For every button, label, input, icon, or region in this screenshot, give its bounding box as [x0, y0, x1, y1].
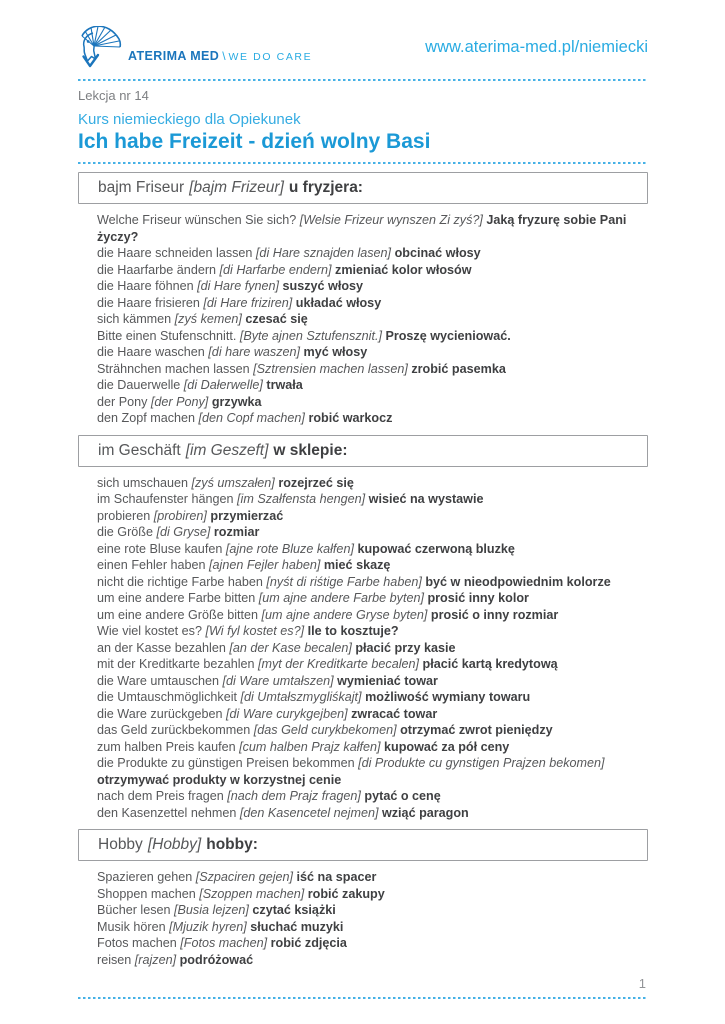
polish-text: płacić przy kasie [355, 640, 456, 655]
german-text: Wie viel kostet es? [97, 624, 202, 638]
polish-text: otrzymywać produkty w korzystnej cenie [97, 772, 342, 787]
polish-text: robić zdjęcia [270, 936, 347, 950]
phonetic-text: [myt der Kreditkarte becalen] [254, 657, 423, 671]
german-text: den Zopf machen [97, 411, 196, 425]
vocab-entry [97, 935, 648, 952]
phonetic-text: [Sztrensien machen lassen] [249, 361, 412, 376]
german-text: mit der Kreditkarte bezahlen [97, 657, 255, 671]
phonetic-text: [an der Kase becalen] [225, 640, 356, 655]
polish-text: układać włosy [295, 295, 382, 310]
polish-text: być w nieodpowiednim kolorze [425, 574, 611, 589]
german-text: probieren [97, 508, 151, 523]
vocab-entry [97, 590, 648, 607]
vocab-entry [97, 541, 648, 558]
polish-text: czesać się [245, 312, 308, 326]
vocab-entry [97, 361, 648, 378]
vocab-entry [97, 311, 648, 328]
polish-text: iść na spacer [296, 870, 377, 884]
polish-text: wymieniać towar [337, 673, 438, 688]
phonetic-text: [Szpaciren gejen] [192, 870, 297, 884]
phonetic-text: [di Umtałszmygliśkajt] [237, 690, 366, 704]
phonetic-text: [Szoppen machen] [195, 886, 308, 901]
vocab-entry [97, 410, 648, 427]
phonetic-text: [Mjuzik hyren] [165, 919, 251, 934]
german-text: reisen [97, 952, 132, 967]
vocab-entry [97, 607, 648, 624]
phonetic-text: [der Pony] [147, 394, 212, 409]
page-header [78, 0, 648, 68]
vocab-entry [97, 262, 648, 279]
section-heading-box [78, 172, 648, 204]
vocab-entry [97, 524, 648, 541]
vocab-entry [97, 574, 648, 591]
aterima-logo [78, 26, 312, 68]
vocab-entry [97, 952, 648, 969]
vocab-entry [97, 394, 648, 411]
german-text: Bücher lesen [97, 903, 171, 917]
phonetic-text: [zyś umszałen] [188, 475, 279, 490]
polish-text: grzywka [211, 394, 262, 409]
phonetic-text: [zyś kemen] [171, 312, 246, 326]
phonetic-text: [di Produkte cu gynstigen Prajzen bekomen] [354, 756, 605, 770]
polish-text: pytać o cenę [364, 789, 441, 803]
vocab-list [78, 869, 648, 968]
brand-tagline: WE DO CARE [228, 51, 313, 63]
phonetic-text: [di Hare friziren] [199, 295, 296, 310]
heading-phonetic: [Hobby] [147, 836, 202, 853]
polish-text: przymierzać [210, 508, 284, 523]
german-text: im Schaufenster hängen [97, 492, 234, 506]
polish-text: możliwość wymiany towaru [365, 690, 531, 704]
polish-text: podróżować [179, 952, 254, 967]
vocab-entry [97, 491, 648, 508]
german-text: die Haare föhnen [97, 279, 194, 293]
phonetic-text: [nyśt di riśtige Farbe haben] [262, 574, 426, 589]
phonetic-text: [cum halben Prajz kałfen] [235, 739, 385, 754]
phonetic-text: [den Copf machen] [195, 411, 309, 425]
vocab-entry [97, 722, 648, 739]
vocab-entry [97, 245, 648, 262]
polish-text: kupować za pół ceny [384, 739, 510, 754]
vocab-entry [97, 706, 648, 723]
german-text: der Pony [97, 394, 148, 409]
german-text: einen Fehler haben [97, 558, 206, 572]
section-heading-box [78, 829, 648, 861]
phonetic-text: [im Szałfensta hengen] [233, 492, 369, 506]
vocab-list [78, 475, 648, 822]
polish-text: obcinać włosy [394, 246, 481, 260]
brand-separator: \ [222, 49, 226, 63]
polish-text: wisieć na wystawie [368, 492, 484, 506]
german-text: Fotos machen [97, 936, 177, 950]
heading-german: Hobby [98, 836, 143, 853]
phonetic-text: [di Ware curykgejben] [222, 706, 352, 721]
vocab-entry [97, 689, 648, 706]
polish-text: słuchać muzyki [250, 919, 344, 934]
vocab-entry [97, 295, 648, 312]
polish-text: trwała [266, 378, 303, 392]
vocab-entry [97, 278, 648, 295]
polish-text: zmieniać kolor włosów [335, 262, 472, 277]
vocab-entry [97, 788, 648, 805]
german-text: die Haarfarbe ändern [97, 262, 217, 277]
vocab-entry [97, 640, 648, 657]
german-text: die Haare waschen [97, 345, 205, 359]
german-text: die Umtauschmöglichkeit [97, 690, 237, 704]
polish-text: zwracać towar [351, 706, 438, 721]
german-text: sich umschauen [97, 475, 189, 490]
vocab-entry [97, 902, 648, 919]
phonetic-text: [um ajne andere Farbe byten] [255, 591, 428, 605]
german-text: das Geld zurückbekommen [97, 723, 251, 737]
german-text: die Haare frisieren [97, 295, 200, 310]
polish-text: mieć skazę [323, 558, 391, 572]
polish-text: Jaką fryzurę sobie Pani życzy? [97, 213, 627, 244]
phonetic-text: [Wi fyl kostet es?] [202, 624, 308, 638]
phonetic-text: [ajnen Fejler haben] [205, 558, 324, 572]
vocab-entry [97, 919, 648, 936]
vocab-entry [97, 344, 648, 361]
page-number: 1 [638, 976, 646, 991]
polish-text: myć włosy [303, 345, 368, 359]
vocab-entry [97, 623, 648, 640]
vocab-entry [97, 869, 648, 886]
vocab-entry [97, 557, 648, 574]
lesson-number: Lekcja nr 14 [78, 88, 149, 103]
vocab-entry [97, 212, 648, 245]
vocab-section-hobby [78, 829, 648, 968]
vocab-entry [97, 886, 648, 903]
site-url-link[interactable]: www.aterima-med.pl/niemiecki [425, 37, 648, 56]
german-text: an der Kasse bezahlen [97, 640, 226, 655]
polish-text: robić zakupy [307, 886, 385, 901]
vocab-entry [97, 475, 648, 492]
german-text: die Größe [97, 525, 153, 539]
section-heading-box [78, 435, 648, 467]
phonetic-text: [probiren] [150, 508, 211, 523]
german-text: die Ware zurückgeben [97, 706, 223, 721]
polish-text: otrzymać zwrot pieniędzy [400, 723, 553, 737]
phonetic-text: [nach dem Prajz fragen] [223, 789, 365, 803]
phonetic-text: [di Ware umtałszen] [219, 673, 338, 688]
german-text: Strähnchen machen lassen [97, 361, 250, 376]
heading-phonetic: [bajm Frizeur] [189, 179, 284, 196]
polish-text: robić warkocz [308, 411, 393, 425]
phonetic-text: [di Dałerwelle] [180, 378, 267, 392]
polish-text: prosić inny kolor [427, 591, 529, 605]
heading-polish: w sklepie: [273, 441, 348, 459]
german-text: den Kasenzettel nehmen [97, 805, 237, 820]
vocab-list [78, 212, 648, 427]
german-text: die Produkte zu günstigen Preisen bekommen [97, 756, 355, 770]
heading-german: bajm Friseur [98, 179, 185, 196]
phonetic-text: [ajne rote Bluze kałfen] [222, 541, 358, 556]
phonetic-text: [di hare waszen] [204, 345, 304, 359]
phonetic-text: [di Gryse] [153, 525, 214, 539]
dotted-divider-title [78, 162, 648, 164]
phonetic-text: [Welsie Frizeur wynszen Zi zyś?] [296, 213, 487, 227]
phonetic-text: [di Hare fynen] [193, 279, 283, 293]
polish-text: suszyć włosy [282, 279, 364, 293]
vocab-entry [97, 805, 648, 822]
brand-name: ATERIMA MED [128, 49, 220, 63]
phonetic-text: [um ajne andere Gryse byten] [258, 607, 431, 622]
page-footer [78, 975, 648, 993]
vocab-entry [97, 328, 648, 345]
german-text: die Ware umtauschen [97, 673, 220, 688]
course-name: Kurs niemieckiego dla Opiekunek [78, 111, 301, 128]
german-text: eine rote Bluse kaufen [97, 541, 223, 556]
german-text: sich kämmen [97, 312, 172, 326]
vocab-section-geschaeft [78, 435, 648, 822]
german-text: Spazieren gehen [97, 870, 193, 884]
german-text: Welche Friseur wünschen Sie sich? [97, 213, 297, 227]
vocab-entry [97, 755, 648, 788]
german-text: nach dem Preis fragen [97, 789, 224, 803]
phonetic-text: [Fotos machen] [176, 936, 271, 950]
german-text: um eine andere Größe bitten [97, 607, 259, 622]
german-text: die Dauerwelle [97, 378, 181, 392]
polish-text: Proszę wycieniować. [385, 328, 511, 343]
brand-line [128, 47, 312, 68]
phonetic-text: [Byte ajnen Sztufensznit.] [236, 328, 386, 343]
polish-text: czytać książki [252, 903, 336, 917]
vocab-entry [97, 673, 648, 690]
polish-text: wziąć paragon [381, 805, 469, 820]
phonetic-text: [den Kasencetel nejmen] [236, 805, 382, 820]
german-text: zum halben Preis kaufen [97, 739, 236, 754]
polish-text: zrobić pasemka [411, 361, 506, 376]
polish-text: kupować czerwoną bluzkę [357, 541, 515, 556]
phonetic-text: [di Harfarbe endern] [216, 262, 336, 277]
phonetic-text: [Busia lejzen] [170, 903, 253, 917]
vocab-entry [97, 739, 648, 756]
polish-text: rozejrzeć się [278, 475, 354, 490]
german-text: nicht die richtige Farbe haben [97, 574, 263, 589]
vocab-entry [97, 656, 648, 673]
heading-phonetic: [im Geszeft] [185, 441, 269, 459]
german-text: Shoppen machen [97, 886, 196, 901]
german-text: Musik hören [97, 919, 166, 934]
heading-polish: u fryzjera: [288, 179, 363, 196]
phonetic-text: [rajzen] [131, 952, 180, 967]
german-text: die Haare schneiden lassen [97, 246, 253, 260]
aterima-face-icon [78, 26, 122, 68]
heading-polish: hobby: [206, 836, 258, 853]
vocab-entry [97, 377, 648, 394]
polish-text: prosić o inny rozmiar [430, 607, 559, 622]
polish-text: Ile to kosztuje? [307, 624, 399, 638]
phonetic-text: [das Geld curykbekomen] [250, 723, 401, 737]
page-title: Ich habe Freizeit - dzień wolny Basi [78, 130, 431, 153]
vocab-entry [97, 508, 648, 525]
german-text: um eine andere Farbe bitten [97, 591, 256, 605]
polish-text: płacić kartą kredytową [422, 657, 558, 671]
dotted-divider-bottom [78, 997, 648, 999]
vocab-section-friseur [78, 172, 648, 427]
polish-text: rozmiar [213, 525, 260, 539]
phonetic-text: [di Hare sznajden lasen] [252, 246, 395, 260]
german-text: Bitte einen Stufenschnitt. [97, 328, 237, 343]
heading-german: im Geschäft [98, 441, 181, 459]
dotted-divider-top [78, 79, 648, 81]
